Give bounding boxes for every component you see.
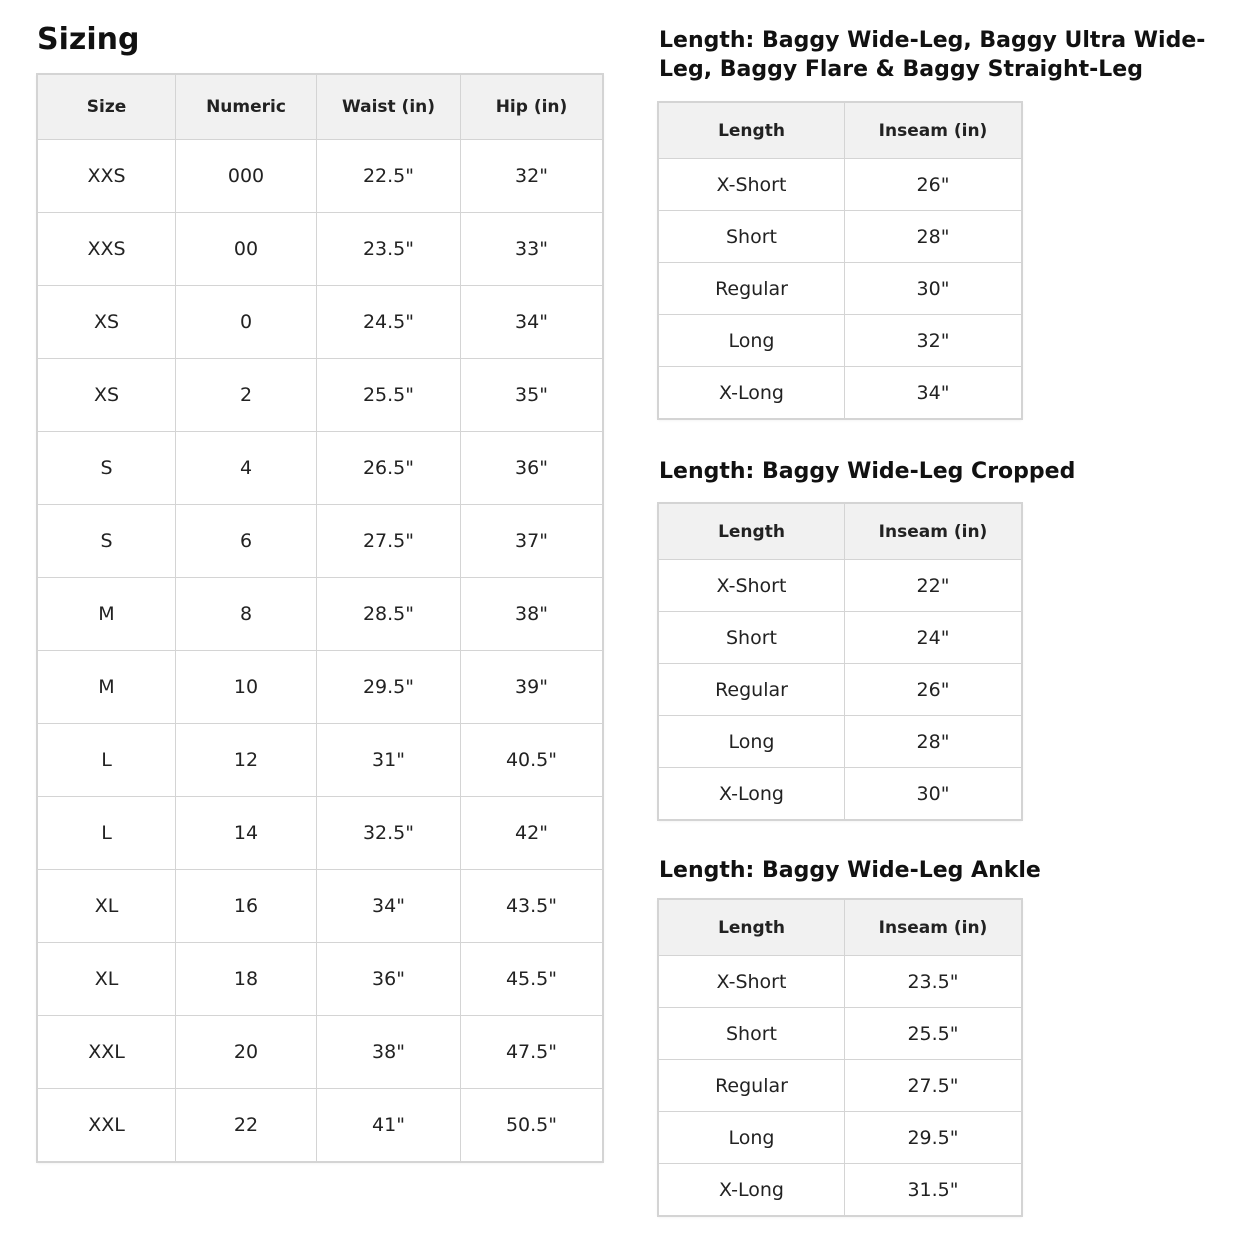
cell-hip: 39" — [461, 651, 603, 724]
table-header-row — [659, 900, 1022, 956]
cell-numeric: 12 — [176, 724, 317, 797]
table-header-row — [659, 504, 1022, 560]
cell-size: S — [38, 432, 176, 505]
length-table-ankle — [658, 899, 1022, 1216]
table-row — [659, 1112, 1022, 1164]
cell-inseam: 27.5" — [845, 1060, 1022, 1112]
header-inseam: Inseam (in) — [845, 504, 1022, 560]
sizing-title: Sizing — [37, 22, 140, 57]
table-row — [659, 263, 1022, 315]
table-row — [38, 1016, 603, 1089]
cell-length: X-Long — [659, 1164, 845, 1216]
cell-hip: 43.5" — [461, 870, 603, 943]
cell-size: S — [38, 505, 176, 578]
cell-inseam: 22" — [845, 560, 1022, 612]
cell-numeric: 2 — [176, 359, 317, 432]
cell-numeric: 14 — [176, 797, 317, 870]
cell-size: XS — [38, 359, 176, 432]
cell-size: XXL — [38, 1016, 176, 1089]
cell-waist: 23.5" — [317, 213, 461, 286]
length-table-cropped — [658, 503, 1022, 820]
table-row — [659, 159, 1022, 211]
table-row — [659, 612, 1022, 664]
header-length: Length — [659, 504, 845, 560]
table-row — [659, 716, 1022, 768]
length-title-cropped: Length: Baggy Wide-Leg Cropped — [659, 459, 1076, 484]
length-table-baggy-wide-leg — [658, 102, 1022, 419]
header-hip: Hip (in) — [461, 75, 603, 140]
cell-numeric: 22 — [176, 1089, 317, 1162]
length-title-baggy-wide-leg: Length: Baggy Wide-Leg, Baggy Ultra Wide-Leg, Baggy Flare & Baggy Straight-Leg — [659, 28, 1206, 82]
cell-length: X-Short — [659, 159, 845, 211]
cell-inseam: 32" — [845, 315, 1022, 367]
cell-hip: 38" — [461, 578, 603, 651]
cell-hip: 42" — [461, 797, 603, 870]
header-waist: Waist (in) — [317, 75, 461, 140]
cell-inseam: 29.5" — [845, 1112, 1022, 1164]
table-header-row — [659, 103, 1022, 159]
table-row — [38, 797, 603, 870]
cell-hip: 37" — [461, 505, 603, 578]
cell-waist: 31" — [317, 724, 461, 797]
table-row — [38, 724, 603, 797]
cell-inseam: 23.5" — [845, 956, 1022, 1008]
table-row — [659, 1008, 1022, 1060]
cell-waist: 25.5" — [317, 359, 461, 432]
cell-length: X-Long — [659, 367, 845, 419]
cell-inseam: 26" — [845, 664, 1022, 716]
cell-inseam: 34" — [845, 367, 1022, 419]
cell-numeric: 10 — [176, 651, 317, 724]
table-row — [659, 367, 1022, 419]
cell-length: Short — [659, 211, 845, 263]
cell-numeric: 20 — [176, 1016, 317, 1089]
table-row — [659, 1060, 1022, 1112]
cell-numeric: 4 — [176, 432, 317, 505]
cell-length: Long — [659, 1112, 845, 1164]
cell-length: X-Short — [659, 560, 845, 612]
cell-hip: 36" — [461, 432, 603, 505]
cell-size: XXS — [38, 213, 176, 286]
cell-inseam: 28" — [845, 211, 1022, 263]
cell-length: Regular — [659, 263, 845, 315]
cell-inseam: 28" — [845, 716, 1022, 768]
cell-length: Regular — [659, 1060, 845, 1112]
table-row — [38, 578, 603, 651]
cell-numeric: 8 — [176, 578, 317, 651]
cell-inseam: 25.5" — [845, 1008, 1022, 1060]
header-inseam: Inseam (in) — [845, 103, 1022, 159]
cell-size: XS — [38, 286, 176, 359]
table-row — [659, 768, 1022, 820]
table-row — [38, 359, 603, 432]
cell-size: XL — [38, 870, 176, 943]
cell-inseam: 30" — [845, 263, 1022, 315]
cell-length: Short — [659, 1008, 845, 1060]
table-header-row — [38, 75, 603, 140]
table-row — [38, 213, 603, 286]
cell-size: M — [38, 651, 176, 724]
cell-length: X-Long — [659, 768, 845, 820]
cell-length: X-Short — [659, 956, 845, 1008]
cell-hip: 35" — [461, 359, 603, 432]
cell-hip: 45.5" — [461, 943, 603, 1016]
header-size: Size — [38, 75, 176, 140]
length-title-ankle: Length: Baggy Wide-Leg Ankle — [659, 858, 1041, 883]
cell-size: XXL — [38, 1089, 176, 1162]
cell-hip: 40.5" — [461, 724, 603, 797]
cell-hip: 34" — [461, 286, 603, 359]
cell-waist: 27.5" — [317, 505, 461, 578]
table-row — [38, 870, 603, 943]
cell-length: Long — [659, 315, 845, 367]
cell-waist: 36" — [317, 943, 461, 1016]
cell-inseam: 31.5" — [845, 1164, 1022, 1216]
table-row — [38, 432, 603, 505]
cell-hip: 32" — [461, 140, 603, 213]
cell-waist: 29.5" — [317, 651, 461, 724]
cell-waist: 28.5" — [317, 578, 461, 651]
cell-waist: 26.5" — [317, 432, 461, 505]
cell-waist: 34" — [317, 870, 461, 943]
cell-inseam: 26" — [845, 159, 1022, 211]
table-row — [659, 664, 1022, 716]
cell-numeric: 0 — [176, 286, 317, 359]
cell-inseam: 30" — [845, 768, 1022, 820]
cell-waist: 22.5" — [317, 140, 461, 213]
table-row — [38, 505, 603, 578]
size-chart-table — [37, 74, 603, 1162]
table-row — [659, 315, 1022, 367]
cell-waist: 24.5" — [317, 286, 461, 359]
cell-numeric: 18 — [176, 943, 317, 1016]
cell-waist: 41" — [317, 1089, 461, 1162]
cell-waist: 38" — [317, 1016, 461, 1089]
cell-numeric: 6 — [176, 505, 317, 578]
cell-hip: 33" — [461, 213, 603, 286]
cell-numeric: 00 — [176, 213, 317, 286]
cell-size: L — [38, 797, 176, 870]
cell-numeric: 16 — [176, 870, 317, 943]
table-row — [659, 956, 1022, 1008]
cell-numeric: 000 — [176, 140, 317, 213]
table-row — [38, 943, 603, 1016]
cell-length: Long — [659, 716, 845, 768]
cell-length: Regular — [659, 664, 845, 716]
table-row — [38, 1089, 603, 1162]
header-length: Length — [659, 900, 845, 956]
table-row — [659, 1164, 1022, 1216]
table-row — [38, 651, 603, 724]
cell-size: XXS — [38, 140, 176, 213]
cell-size: L — [38, 724, 176, 797]
table-row — [38, 286, 603, 359]
cell-waist: 32.5" — [317, 797, 461, 870]
table-row — [659, 560, 1022, 612]
table-row — [38, 140, 603, 213]
header-inseam: Inseam (in) — [845, 900, 1022, 956]
cell-hip: 50.5" — [461, 1089, 603, 1162]
cell-size: M — [38, 578, 176, 651]
cell-inseam: 24" — [845, 612, 1022, 664]
cell-size: XL — [38, 943, 176, 1016]
header-numeric: Numeric — [176, 75, 317, 140]
cell-hip: 47.5" — [461, 1016, 603, 1089]
cell-length: Short — [659, 612, 845, 664]
header-length: Length — [659, 103, 845, 159]
table-row — [659, 211, 1022, 263]
